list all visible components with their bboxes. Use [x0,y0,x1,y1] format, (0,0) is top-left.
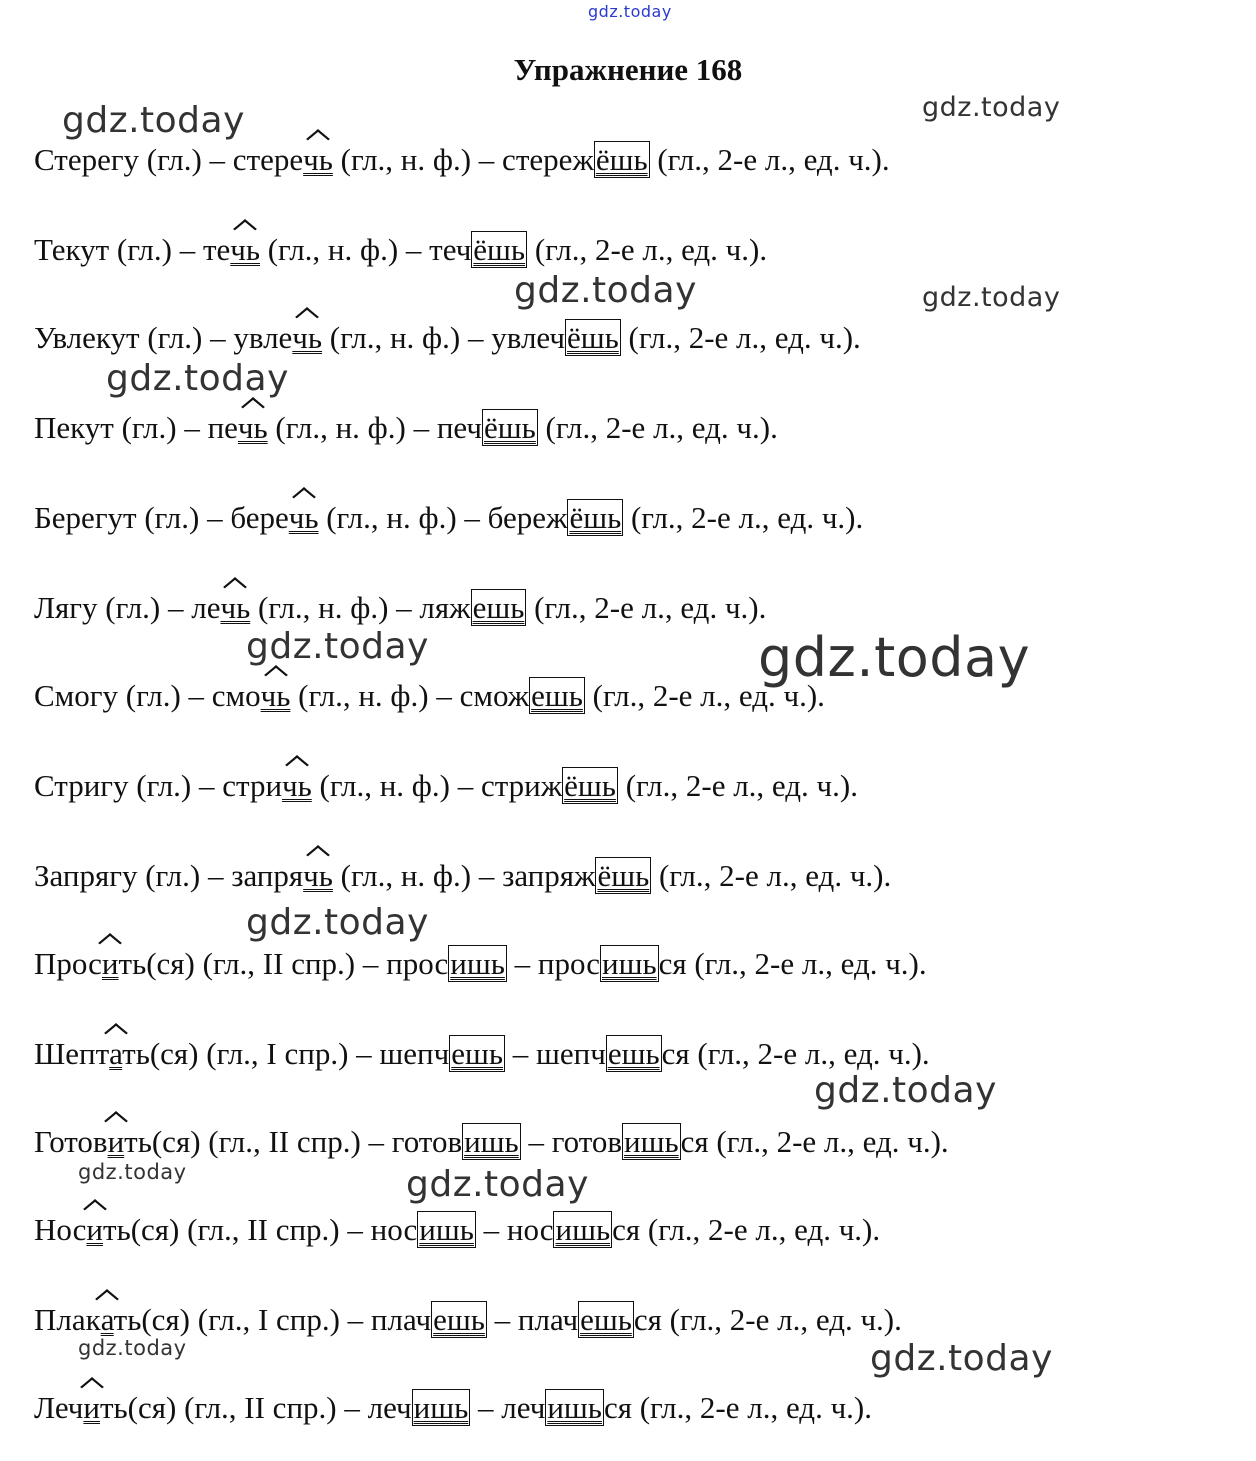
watermark: gdz.today [106,358,289,399]
watermark: gdz.today [814,1070,997,1111]
line-text: Шепт [34,1036,110,1071]
exercise-line [34,1034,930,1074]
stressed-letters: и [83,1390,100,1425]
line-text: Пекут (гл.) – пе [34,410,238,445]
stressed-letters: и [86,1212,104,1247]
ending-box: ёшь [567,320,619,355]
ending-box: ишь [555,1212,611,1247]
ending-box: ешь [580,1302,632,1337]
line-text: (гл., 2-е л., ед. ч.). [584,678,825,713]
line-text: – прос [506,946,600,981]
stressed-letters: чь [220,590,251,625]
watermark: gdz.today [922,92,1061,123]
exercise-line [34,944,927,984]
ending-box: ишь [547,1390,602,1425]
exercise-line [34,498,863,538]
exercise-line [34,140,890,180]
ending-box: ёшь [473,232,526,267]
exercise-line [34,408,778,448]
line-text: (гл., 2-е л., ед. ч.). [617,768,858,803]
line-text: (гл., 2-е л., ед. ч.). [537,410,778,445]
line-text: ся (гл., 2-е л., ед. ч.). [658,946,927,981]
watermark-top: gdz.today [588,2,672,21]
watermark: gdz.today [406,1164,589,1205]
stressed-letters: чь [282,768,312,803]
line-text: – плач [486,1302,579,1337]
line-text: Текут (гл.) – те [34,232,231,267]
line-text: ть(ся) (гл., I спр.) – плач [113,1302,432,1337]
ending-box: ёшь [595,142,648,177]
watermark: gdz.today [246,626,429,667]
line-text: (гл., н. ф.) – запряж [332,858,596,893]
line-text: Леч [34,1390,84,1425]
line-text: Смогу (гл.) – смо [34,678,261,713]
stressed-letters: а [100,1302,114,1337]
exercise-line [34,318,861,358]
line-text: Плак [34,1302,101,1337]
ending-box: ешь [451,1036,504,1071]
line-text: Берегут (гл.) – бере [34,500,289,535]
watermark: gdz.today [78,1336,187,1360]
stressed-letters: и [107,1124,125,1159]
line-text: (гл., н. ф.) – ляж [250,590,471,625]
exercise-line [34,1210,880,1250]
line-text: – готов [520,1124,623,1159]
stressed-letters: чь [237,410,268,445]
watermark: gdz.today [246,902,429,943]
watermark: gdz.today [870,1338,1053,1379]
exercise-title: Упражнение 168 [513,52,743,87]
line-text: ть(ся) (гл., II спр.) – нос [103,1212,418,1247]
line-text: ть(ся) (гл., I спр.) – шепч [122,1036,450,1071]
line-text: (гл., н. ф.) – береж [318,500,568,535]
line-text: (гл., 2-е л., ед. ч.). [651,858,892,893]
watermark: gdz.today [514,270,697,311]
ending-box: ёшь [597,858,650,893]
line-text: (гл., 2-е л., ед. ч.). [623,500,864,535]
exercise-line [34,1300,902,1340]
ending-box: ишь [624,1124,679,1159]
line-text: (гл., н. ф.) – печ [267,410,483,445]
line-text: ся (гл., 2-е л., ед. ч.). [603,1390,872,1425]
ending-box: ёшь [569,500,622,535]
line-text: ся (гл., 2-е л., ед. ч.). [633,1302,902,1337]
line-text: – нос [475,1212,554,1247]
exercise-line [34,766,858,806]
watermark: gdz.today [62,100,245,141]
exercise-line [34,588,766,628]
stressed-letters: чь [288,500,319,535]
exercise-line [34,856,891,896]
ending-box: ешь [531,678,583,713]
line-text: ть(ся) (гл., II спр.) – готов [124,1124,463,1159]
exercise-line [34,1122,949,1162]
ending-box: ешь [472,590,525,625]
stressed-letters: чь [292,320,323,355]
line-text: (гл., 2-е л., ед. ч.). [527,232,768,267]
stressed-letters: а [109,1036,123,1071]
ending-box: ишь [419,1212,474,1247]
line-text: (гл., 2-е л., ед. ч.). [526,590,767,625]
ending-box: ёшь [564,768,616,803]
watermark: gdz.today [78,1160,187,1184]
ending-box: ешь [433,1302,485,1337]
ending-box: ишь [601,946,657,981]
stressed-letters: чь [303,858,333,893]
line-text: (гл., н. ф.) – увлеч [322,320,565,355]
line-text: ся (гл., 2-е л., ед. ч.). [680,1124,949,1159]
ending-box: ишь [464,1124,519,1159]
ending-box: ишь [450,946,505,981]
exercise-line [34,676,825,716]
line-text: ть(ся) (гл., II спр.) – прос [118,946,449,981]
line-text: Лягу (гл.) – ле [34,590,221,625]
line-text: (гл., 2-е л., ед. ч.). [649,142,890,177]
stressed-letters: и [101,946,119,981]
line-text: (гл., 2-е л., ед. ч.). [620,320,861,355]
stressed-letters: чь [260,678,291,713]
exercise-line [34,1388,872,1428]
stressed-letters: чь [230,232,260,267]
line-text: – шепч [505,1036,606,1071]
exercise-line [34,230,767,270]
line-text: Прос [34,946,102,981]
line-text: (гл., н. ф.) – стереж [332,142,594,177]
line-text: ся (гл., 2-е л., ед. ч.). [661,1036,930,1071]
line-text: Запрягу (гл.) – запря [34,858,304,893]
line-text: – леч [470,1390,546,1425]
line-text: (гл., н. ф.) – стриж [311,768,563,803]
line-text: Стерегу (гл.) – стере [34,142,304,177]
line-text: Готов [34,1124,108,1159]
ending-box: ешь [607,1036,660,1071]
line-text: Увлекут (гл.) – увле [34,320,293,355]
line-text: ть(ся) (гл., II спр.) – леч [100,1390,412,1425]
ending-box: ишь [413,1390,469,1425]
ending-box: ёшь [484,410,536,445]
line-text: Стригу (гл.) – стри [34,768,283,803]
line-text: (гл., н. ф.) – теч [259,232,472,267]
line-text: (гл., н. ф.) – смож [290,678,530,713]
watermark: gdz.today [758,626,1031,689]
line-text: ся (гл., 2-е л., ед. ч.). [612,1212,881,1247]
stressed-letters: чь [303,142,333,177]
watermark: gdz.today [922,282,1061,313]
line-text: Нос [34,1212,87,1247]
